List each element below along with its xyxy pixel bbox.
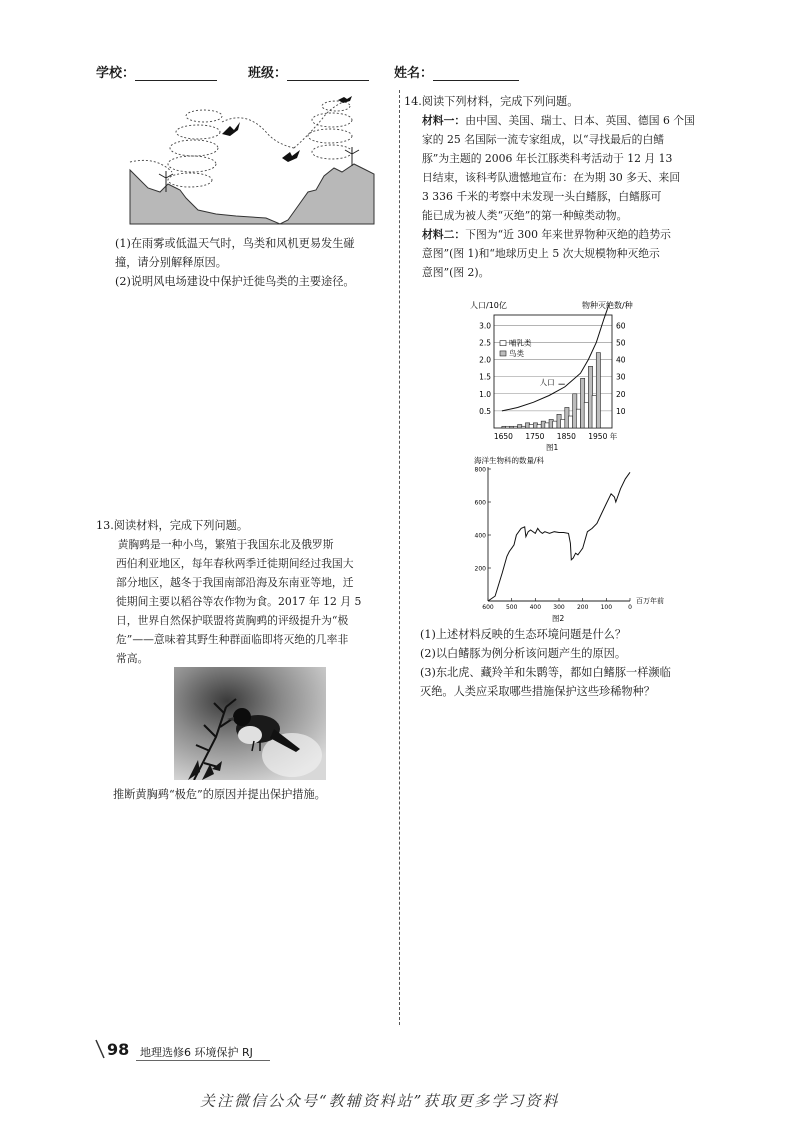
- name-label: 姓名：: [394, 66, 434, 81]
- yellow-breasted-bunting-photo: [174, 667, 326, 780]
- fig2-x-tick-label: 300: [553, 604, 565, 611]
- fig1-left-tick-label: 2.0: [479, 355, 491, 365]
- q14-m1-line: 3 336 千米的考察中未发现一头白鳍豚，白鳍豚可: [422, 190, 662, 203]
- fig1-legend-swatch-bird: [500, 351, 506, 356]
- fig1-population-label: 人口: [539, 378, 555, 388]
- figure-1-species-extinction-chart: [470, 297, 640, 453]
- fig1-left-tick-label: 2.5: [479, 338, 491, 348]
- fig1-right-tick-label: 10: [616, 406, 626, 416]
- q14-material-1: [404, 111, 704, 225]
- fig2-x-tick-label: 100: [600, 604, 613, 611]
- fig1-bar-mammal: [537, 425, 541, 428]
- column-divider: [399, 90, 400, 1025]
- q14-m1-line: 能已成为被人类“灭绝”的第一种鲸类动物。: [422, 209, 628, 222]
- bird-migration-figure: [126, 92, 378, 232]
- name-field: [394, 62, 519, 81]
- q13-question: [113, 785, 393, 804]
- q12-questions: [115, 234, 395, 291]
- fig1-left-tick-label: 1.0: [479, 389, 491, 399]
- q14-m1-line: 家的 25 名国际一流专家组成，以“寻找最后的白鳍: [422, 133, 665, 146]
- q13-title: 13.阅读材料，完成下列问题。: [96, 519, 249, 532]
- fig2-x-tick-label: 200: [576, 604, 589, 611]
- fig1-x-tick-label: 1850: [556, 432, 576, 441]
- q12-sub1-line1: (1)在雨雾或低温天气时，鸟类和风机更易发生碰: [115, 237, 355, 250]
- fig2-x-tick-label: 600: [482, 604, 494, 611]
- fig1-right-axis-label: 物种灭绝数/种: [582, 301, 633, 310]
- q14-block: [404, 92, 704, 282]
- fig1-x-tick-label: 1950 年: [588, 432, 618, 441]
- q14-sub3-line1: (3)东北虎、藏羚羊和朱鹮等，都如白鳍豚一样濒临: [420, 666, 671, 679]
- name-blank[interactable]: [433, 66, 519, 81]
- q13-line: 部分地区，越冬于我国南部沿海及东南亚等地，迁: [116, 576, 354, 589]
- fig2-x-tick-label: 0: [628, 604, 632, 611]
- fig1-bar-mammal: [521, 426, 525, 428]
- fig2-y-tick-label: 400: [474, 532, 486, 540]
- q14-m1-line: 由中国、美国、瑞士、日本、英国、德国 6 个国: [465, 114, 695, 127]
- q12-sub2: (2)说明风电场建设中保护迁徙鸟类的主要途径。: [115, 275, 355, 288]
- q13-line: 黄胸鹀是一种小鸟，繁殖于我国东北及俄罗斯: [117, 538, 334, 551]
- q14-m1-line: 豚”为主题的 2006 年长江豚类科考活动于 12 月 13: [422, 152, 673, 165]
- q13-line: 常高。: [116, 652, 149, 665]
- fig1-right-tick-label: 40: [616, 355, 626, 365]
- fig1-right-tick-label: 30: [616, 372, 626, 382]
- q14-material-2: [404, 225, 704, 282]
- q13-line: 日，世界自然保护联盟将黄胸鹀的评级提升为“极: [116, 614, 349, 627]
- school-blank[interactable]: [135, 66, 217, 81]
- q14-sub2: (2)以白鳍豚为例分析该问题产生的原因。: [420, 647, 627, 660]
- fig2-x-tick-label: 500: [505, 604, 518, 611]
- figure-2-marine-families-chart: [474, 455, 696, 627]
- class-blank[interactable]: [287, 66, 369, 81]
- q13-question-text: 推断黄胸鹀“极危”的原因并提出保护措施。: [113, 788, 326, 801]
- q14-m2-line: 意图”(图 2)。: [422, 266, 490, 279]
- fig1-bar-mammal: [592, 395, 596, 428]
- fig1-bar-mammal: [545, 423, 549, 428]
- q13-line: 危”——意味着其野生种群面临即将灭绝的几率非: [116, 633, 349, 646]
- fig1-bar-mammal: [561, 419, 565, 428]
- q14-m2-line: 意图”(图 1)和“地球历史上 5 次大规模物种灭绝示: [422, 247, 660, 260]
- book-subtitle: 地理选修6 环境保护 RJ: [140, 1046, 253, 1059]
- q13-line: 徙期间主要以稻谷等农作物为食。2017 年 12 月 5: [116, 595, 362, 608]
- fig1-legend-bird: 鸟类: [509, 348, 524, 358]
- fig2-y-tick-label: 800: [474, 466, 486, 474]
- fig2-x-tick-label: 400: [529, 604, 542, 611]
- fig2-y-axis-label: 海洋生物科的数量/科: [474, 456, 545, 465]
- fig1-x-tick-label: 1650: [493, 432, 513, 441]
- q13-block: [96, 516, 392, 668]
- fig2-y-tick-label: 200: [474, 565, 486, 573]
- q14-m2-line: 下图为“近 300 年来世界物种灭绝的趋势示: [465, 228, 671, 241]
- fig2-x-axis-label: 百万年前: [636, 597, 664, 605]
- q14-m1-line: 日结束，该科考队遗憾地宣布：在为期 30 多天、来回: [422, 171, 681, 184]
- q14-questions: [420, 625, 710, 701]
- fig1-bar-mammal: [584, 402, 588, 428]
- fig1-bar-mammal: [576, 409, 580, 428]
- q14-m1-label: 材料一：: [422, 114, 466, 127]
- school-field: [96, 62, 217, 81]
- fig1-right-tick-label: 60: [616, 321, 626, 331]
- fig1-bar-mammal: [529, 425, 533, 428]
- fig1-right-tick-label: 20: [616, 389, 626, 399]
- q14-sub1: (1)上述材料反映的生态环境问题是什么？: [420, 628, 627, 641]
- q13-line: 西伯利亚地区，每年春秋两季迁徙期间经过我国大: [116, 557, 354, 570]
- fig1-legend-mammal: 哺乳类: [509, 338, 532, 348]
- fig2-y-tick-label: 600: [474, 499, 486, 507]
- q14-title: 14.阅读下列材料，完成下列问题。: [404, 95, 579, 108]
- fig1-left-tick-label: 3.0: [479, 321, 491, 331]
- fig1-caption: 图1: [546, 443, 559, 452]
- fig1-left-tick-label: 1.5: [479, 372, 491, 382]
- q14-m2-label: 材料二：: [422, 228, 466, 241]
- fig2-caption: 图2: [552, 614, 565, 623]
- fig1-bar-mammal: [513, 426, 517, 428]
- footer-rule: [136, 1060, 270, 1061]
- school-label: 学校：: [96, 66, 136, 81]
- fig1-left-axis-label: 人口/10亿: [470, 301, 507, 310]
- fig1-bar-mammal: [553, 421, 557, 428]
- fig1-legend-swatch-mammal: [500, 341, 506, 346]
- fig1-left-tick-label: 0.5: [479, 406, 491, 416]
- fig1-bar-bird: [596, 353, 600, 428]
- fig2-marine-families-line: [488, 472, 630, 601]
- fig1-bar-mammal: [506, 426, 510, 428]
- fig1-bar-mammal: [568, 416, 572, 428]
- fig1-x-tick-label: 1750: [525, 432, 545, 441]
- page-number: 98: [107, 1040, 130, 1059]
- footer-slash-mark: [94, 1038, 108, 1060]
- q13-passage: [96, 535, 392, 668]
- q14-sub3-line2: 灭绝。人类应采取哪些措施保护这些珍稀物种？: [420, 685, 655, 698]
- class-field: [248, 62, 369, 81]
- class-label: 班级：: [248, 66, 288, 81]
- fig1-right-tick-label: 50: [616, 338, 626, 348]
- q12-sub1-line2: 撞，请分别解释原因。: [115, 256, 227, 269]
- bottom-watermark-note: 关注微信公众号“教辅资料站”获取更多学习资料: [200, 1092, 560, 1110]
